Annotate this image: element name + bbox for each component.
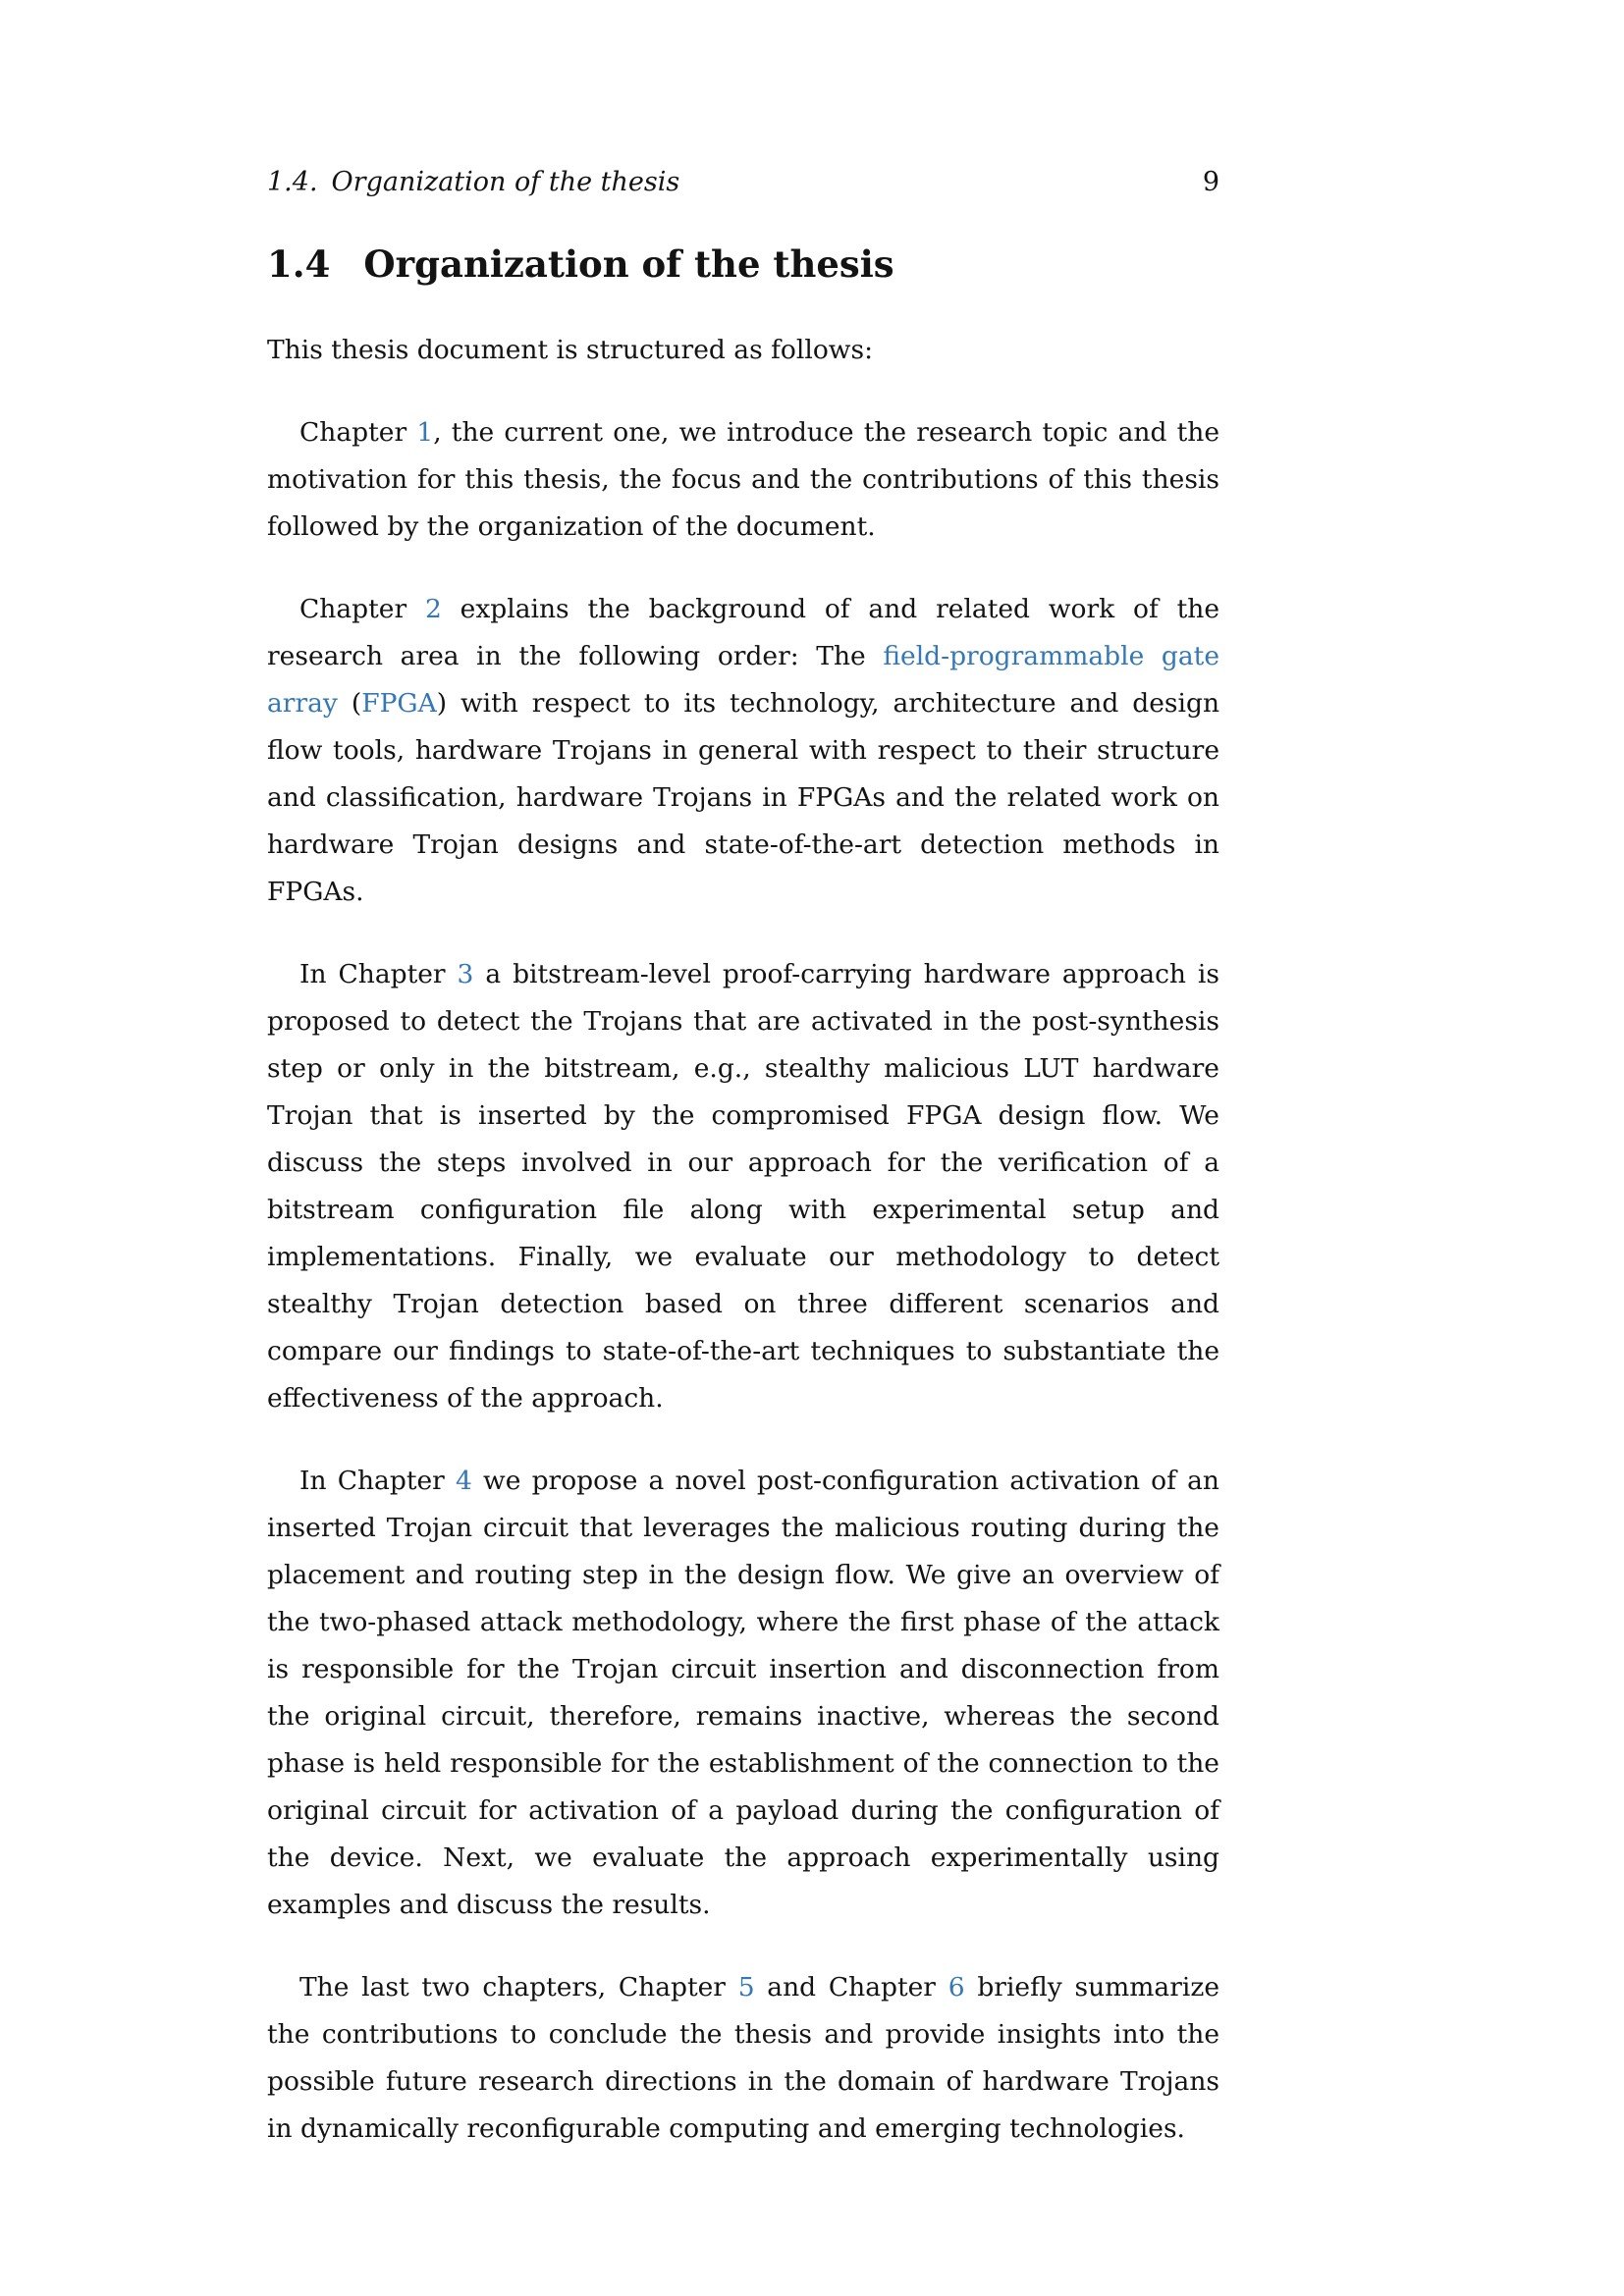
text-run: briefly summarize the contributions to conclude the thesis and provide insights into the possible future research directions in the domain of hardware Trojans in dynamically reconfigurable computing and emerging technologies. xyxy=(267,1972,1220,2144)
paragraph-chapter-3 xyxy=(267,951,1219,1422)
link-chapter-2[interactable]: 2 xyxy=(424,594,442,624)
running-header-title xyxy=(267,167,679,197)
link-fpga-acronym[interactable]: FPGA xyxy=(361,688,437,719)
section-title: Organization of the thesis xyxy=(363,242,894,286)
running-header xyxy=(267,0,1219,197)
paragraph-intro xyxy=(267,327,1219,374)
running-header-section-title: Organization of the thesis xyxy=(331,167,680,197)
paragraph-chapter-1 xyxy=(267,409,1219,551)
text-run: , the current one, we introduce the research topic and the motivation for this thesis, the focus and the contributions of this thesis followed by the organization of the document. xyxy=(267,417,1219,542)
text-run: and Chapter xyxy=(754,1972,948,2002)
text-run: explains the background of and related work of the research area in the following order: The xyxy=(267,594,1219,671)
link-chapter-5[interactable]: 5 xyxy=(737,1972,755,2002)
running-header-section-number: 1.4. xyxy=(267,167,318,197)
paragraph-chapter-4 xyxy=(267,1458,1219,1929)
link-chapter-4[interactable]: 4 xyxy=(456,1466,472,1496)
text-column xyxy=(267,0,1219,2153)
page-number: 9 xyxy=(1202,167,1219,197)
link-chapter-3[interactable]: 3 xyxy=(457,959,474,989)
text-run: ( xyxy=(337,688,362,719)
link-chapter-1[interactable]: 1 xyxy=(416,417,434,448)
text-run: ) with respect to its technology, architecture and design flow tools, hardware Trojans in general with respect to their structure and classification, hardware Trojans in FPGAs and the related work on hardware Trojan designs and state-of-the-art detection methods in FPGAs. xyxy=(267,688,1220,907)
link-fpga-term[interactable]: field-programmable gate array xyxy=(267,641,1219,719)
section-heading xyxy=(267,242,1219,286)
text-run: we propose a novel post-configuration activation of an inserted Trojan circuit that leverages the malicious routing during the placement and routing step in the design flow. We give an overview of the two-phased attack methodology, where the first phase of the attack is responsible for the Trojan circuit insertion and disconnection from the original circuit, therefore, remains inactive, whereas the second phase is held responsible for the establishment of the connection to the original circuit for activation of a payload during the configuration of the device. Next, we evaluate the approach experimentally using examples and discuss the results. xyxy=(267,1466,1219,1920)
text-run: Chapter xyxy=(299,417,417,448)
paragraph-chapters-5-6 xyxy=(267,1964,1219,2153)
section-number: 1.4 xyxy=(267,242,331,286)
body-text xyxy=(267,327,1219,2153)
text-run: Chapter xyxy=(299,594,425,624)
link-chapter-6[interactable]: 6 xyxy=(947,1972,965,2002)
text-run: In Chapter xyxy=(299,1466,456,1496)
text-run: a bitstream-level proof-carrying hardware approach is proposed to detect the Trojans that are activated in the post-synthesis step or only in the bitstream, e.g., stealthy malicious LUT hardware Trojan that is inserted by the compromised FPGA design flow. We discuss the steps involved in our approach for the verification of a bitstream configuration file along with experimental setup and implementations. Finally, we evaluate our methodology to detect stealthy Trojan detection based on three different scenarios and compare our findings to state-of-the-art techniques to substantiate the effectiveness of the approach. xyxy=(267,959,1219,1414)
paragraph-chapter-2 xyxy=(267,586,1219,916)
text-run: The last two chapters, Chapter xyxy=(299,1972,738,2002)
text-run: In Chapter xyxy=(299,959,458,989)
text-run: This thesis document is structured as follows: xyxy=(267,335,873,365)
